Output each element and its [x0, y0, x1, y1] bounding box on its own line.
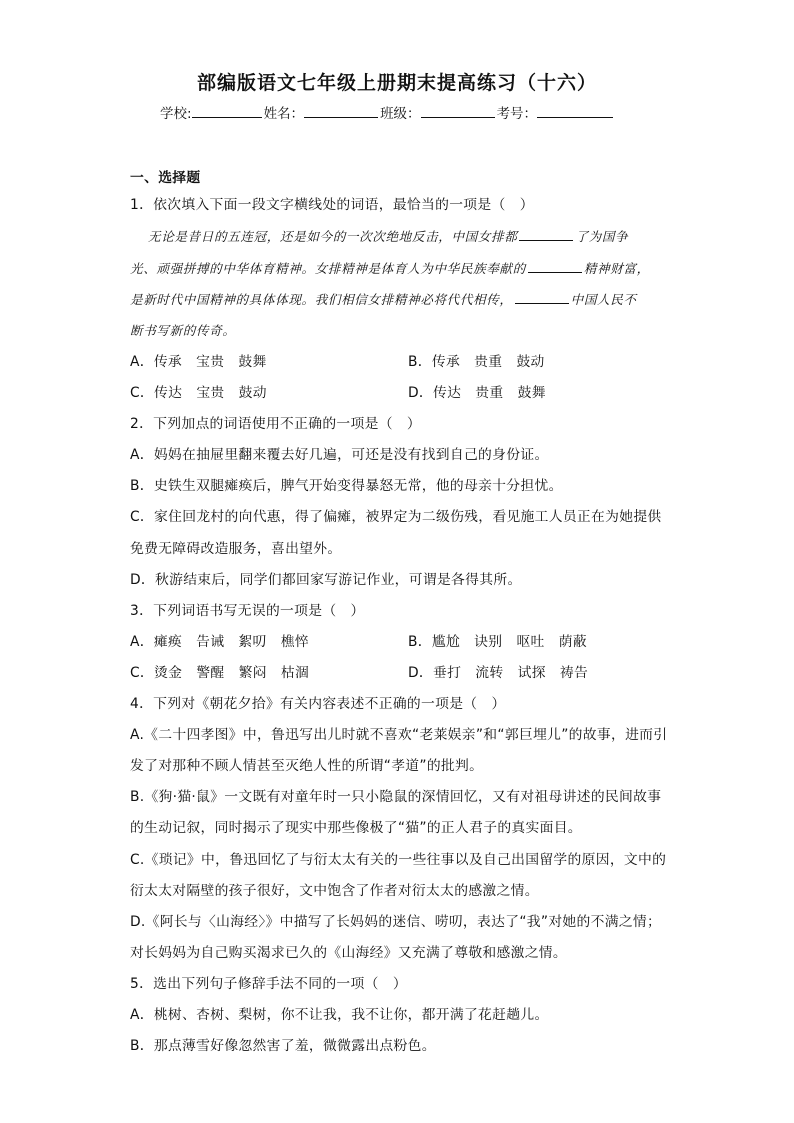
- q4-option-d-cont: 对长妈妈为自己购买渴求已久的《山海经》又充满了尊敬和感激之情。: [130, 945, 568, 961]
- name-blank[interactable]: [304, 103, 378, 118]
- q4-option-b-cont: 的生动记叙，同时揭示了现实中那些像极了“猫”的正人君子的真实面目。: [130, 820, 582, 836]
- q1-option-a[interactable]: A．传承 宝贵 鼓舞: [130, 354, 267, 370]
- passage-text: 无论是昔日的五连冠，还是如今的一次次绝地反击，中国女排都: [148, 229, 518, 244]
- q2-option-d[interactable]: D．秋游结束后，同学们都回家写游记作业，可谓是各得其所。: [130, 572, 522, 588]
- answer-blank[interactable]: [519, 228, 573, 241]
- name-label: 姓名：: [263, 106, 305, 122]
- q2-stem: 2．下列加点的词语使用不正确的一项是（ ）: [130, 416, 422, 432]
- passage-text: 中国人民不: [570, 292, 637, 307]
- q4-stem: 4．下列对《朝花夕拾》有关内容表述不正确的一项是（ ）: [130, 696, 506, 712]
- class-blank[interactable]: [421, 103, 495, 118]
- q4-option-a[interactable]: A.《二十四孝图》中，鲁迅写出儿时就不喜欢“老莱娱亲”和“郭巨埋儿”的故事，进而引: [130, 727, 668, 743]
- q1-passage-line: [130, 258, 650, 277]
- exam-no-blank[interactable]: [537, 103, 613, 118]
- passage-text: 是新时代中国精神的具体体现。我们相信女排精神必将代代相传，: [130, 292, 513, 307]
- school-blank[interactable]: [192, 103, 262, 118]
- q3-option-d[interactable]: D．垂打 流转 试探 祷告: [408, 665, 589, 681]
- exam-no-label: 考号：: [496, 106, 538, 122]
- student-info-line: [160, 102, 615, 122]
- q1-option-b[interactable]: B．传承 贵重 鼓动: [408, 354, 545, 370]
- section-heading: 一、选择题: [130, 170, 201, 186]
- passage-text: 光、顽强拼搏的中华体育精神。女排精神是体育人为中华民族奉献的: [130, 261, 526, 276]
- q4-option-c[interactable]: C.《琐记》中，鲁迅回忆了与衍太太有关的一些往事以及自己出国留学的原因，文中的: [130, 852, 667, 868]
- q4-option-a-cont: 发了对那种不顾人情甚至灭绝人性的所谓“孝道”的批判。: [130, 758, 484, 774]
- q1-option-d[interactable]: D．传达 贵重 鼓舞: [408, 385, 546, 401]
- q3-option-c[interactable]: C．烫金 警醒 繁闷 枯涸: [130, 665, 310, 681]
- q1-passage-line: 断书写新的传奇。: [130, 323, 236, 338]
- q2-option-b[interactable]: B．史铁生双腿瘫痪后，脾气开始变得暴怒无常，他的母亲十分担忧。: [130, 478, 563, 494]
- q5-option-b[interactable]: B．那点薄雪好像忽然害了羞，微微露出点粉色。: [130, 1038, 436, 1054]
- passage-text: 精神财富，: [583, 261, 650, 276]
- q3-stem: 3．下列词语书写无误的一项是（ ）: [130, 603, 365, 619]
- q5-stem: 5．选出下列句子修辞手法不同的一项（ ）: [130, 976, 407, 992]
- answer-blank[interactable]: [528, 260, 582, 273]
- q1-passage-line: [130, 289, 637, 308]
- q2-option-c-cont: 免费无障碍改造服务，喜出望外。: [130, 541, 342, 557]
- school-label: 学校:: [160, 106, 192, 122]
- page-title: 部编版语文七年级上册期末提高练习（十六）: [196, 72, 597, 94]
- answer-blank[interactable]: [515, 291, 569, 304]
- q2-option-c[interactable]: C．家住回龙村的向代惠，得了偏瘫，被界定为二级伤残，看见施工人员正在为她提供: [130, 509, 662, 525]
- q4-option-d[interactable]: D.《阿长与〈山海经〉》中描写了长妈妈的迷信、唠叨，表达了“我”对她的不满之情；: [130, 914, 662, 930]
- q1-stem: 1．依次填入下面一段文字横线处的词语，最恰当的一项是（ ）: [130, 197, 534, 213]
- q2-option-a[interactable]: A．妈妈在抽屉里翻来覆去好几遍，可还是没有找到自己的身份证。: [130, 447, 549, 463]
- q4-option-c-cont: 衍太太对隔壁的孩子很好，文中饱含了作者对衍太太的感激之情。: [130, 883, 539, 899]
- q5-option-a[interactable]: A．桃树、杏树、梨树，你不让我，我不让你，都开满了花赶趟儿。: [130, 1007, 549, 1023]
- q1-passage-line: [148, 226, 628, 245]
- class-label: 班级：: [380, 106, 421, 122]
- q3-option-a[interactable]: A．瘫痪 告诫 絮叨 樵悴: [130, 634, 309, 650]
- q4-option-b[interactable]: B.《狗·猫·鼠》一文既有对童年时一只小隐鼠的深情回忆，又有对祖母讲述的民间故事: [130, 789, 662, 805]
- q3-option-b[interactable]: B．尴尬 诀别 呕吐 荫蔽: [408, 634, 587, 650]
- q1-option-c[interactable]: C．传达 宝贵 鼓动: [130, 385, 267, 401]
- passage-text: 了为国争: [575, 229, 629, 244]
